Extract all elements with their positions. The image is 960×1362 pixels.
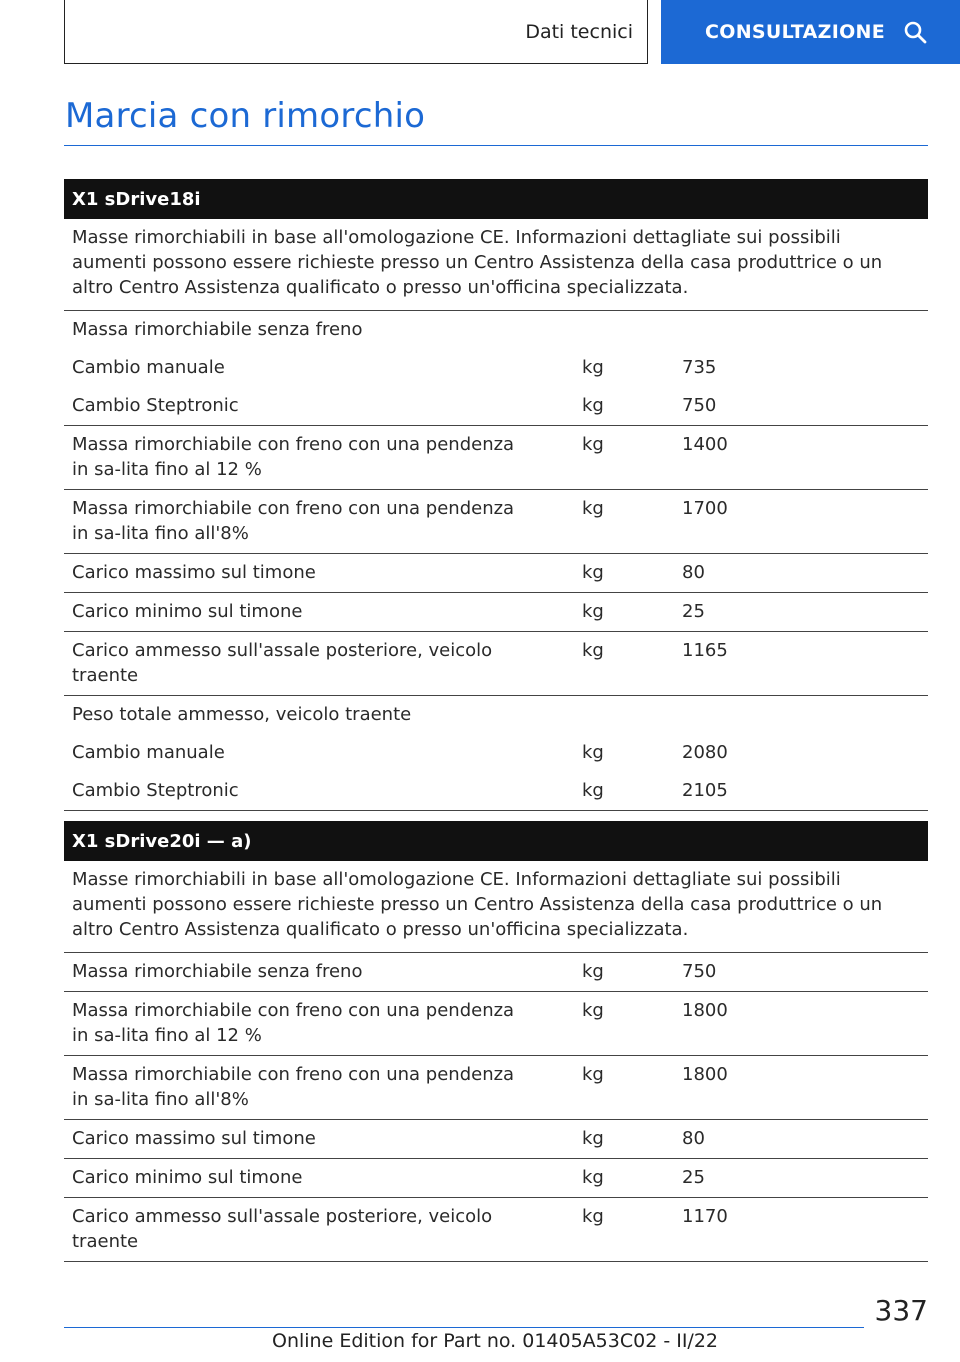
row-value: 1800	[682, 1000, 728, 1021]
table-row	[64, 992, 928, 1056]
page-title: Marcia con rimorchio	[65, 96, 426, 136]
row-value: 80	[682, 562, 705, 583]
row-value: 2080	[682, 742, 728, 763]
row-label: Peso totale ammesso, veicolo traente	[72, 704, 412, 725]
row-label: Carico minimo sul timone	[72, 601, 303, 622]
spec-section-sdrive18i	[64, 179, 928, 811]
table-row	[64, 696, 928, 734]
row-unit: kg	[582, 1128, 604, 1149]
row-label: Carico massimo sul timone	[72, 1128, 316, 1149]
section-heading: X1 sDrive20i — a)	[64, 821, 928, 861]
table-row	[64, 772, 928, 811]
table-row	[64, 734, 928, 772]
table-row	[64, 953, 928, 992]
row-unit: kg	[582, 1064, 604, 1085]
row-label: Cambio manuale	[72, 742, 225, 763]
row-unit: kg	[582, 395, 604, 416]
row-unit: kg	[582, 780, 604, 801]
row-unit: kg	[582, 1000, 604, 1021]
spec-section-sdrive20i	[64, 821, 928, 1262]
row-label: Massa rimorchiabile senza freno	[72, 961, 363, 982]
row-unit	[540, 317, 670, 342]
row-unit: kg	[582, 961, 604, 982]
row-label: Carico ammesso sull'assale posteriore, veicolo traente	[72, 640, 493, 686]
row-value: 1170	[682, 1206, 728, 1227]
header-section-label-box	[64, 0, 648, 64]
row-label: Cambio Steptronic	[72, 780, 239, 801]
footer-divider	[64, 1327, 864, 1328]
row-label: Massa rimorchiabile con freno con una pendenza in sa-lita fino all'8%	[72, 498, 515, 544]
row-label: Massa rimorchiabile con freno con una pendenza in sa-lita fino al 12 %	[72, 1000, 515, 1046]
row-unit	[540, 702, 670, 727]
row-value: 25	[682, 1167, 705, 1188]
row-value	[670, 702, 928, 727]
row-label: Cambio manuale	[72, 357, 225, 378]
row-unit: kg	[582, 562, 604, 583]
row-unit: kg	[582, 601, 604, 622]
row-label: Carico ammesso sull'assale posteriore, veicolo traente	[72, 1206, 493, 1252]
table-row	[64, 387, 928, 426]
table-row	[64, 593, 928, 632]
row-unit: kg	[582, 640, 604, 661]
table-row	[64, 1120, 928, 1159]
row-unit: kg	[582, 1167, 604, 1188]
row-unit: kg	[582, 1206, 604, 1227]
table-row	[64, 490, 928, 554]
row-value: 750	[682, 395, 717, 416]
title-divider	[64, 145, 928, 146]
row-label: Massa rimorchiabile con freno con una pendenza in sa-lita fino all'8%	[72, 1064, 515, 1110]
table-row	[64, 632, 928, 696]
section-intro: Masse rimorchiabili in base all'omologazione CE. Informazioni dettagliate sui possibili aumenti possono essere richieste presso un Centro Assistenza della casa produttrice o un altro Centro Assistenza qualificato o presso un'officina specializzata.	[64, 219, 928, 311]
row-value: 1400	[682, 434, 728, 455]
row-value: 1700	[682, 498, 728, 519]
search-icon	[903, 20, 927, 44]
page-number: 337	[874, 1294, 928, 1327]
row-label: Carico minimo sul timone	[72, 1167, 303, 1188]
consultazione-tab-label: CONSULTAZIONE	[705, 21, 886, 43]
consultazione-tab[interactable]	[661, 0, 960, 64]
table-row	[64, 311, 928, 349]
row-label: Carico massimo sul timone	[72, 562, 316, 583]
section-heading: X1 sDrive18i	[64, 179, 928, 219]
header-section-label: Dati tecnici	[525, 20, 633, 43]
row-value: 750	[682, 961, 717, 982]
section-intro: Masse rimorchiabili in base all'omologazione CE. Informazioni dettagliate sui possibili aumenti possono essere richieste presso un Centro Assistenza della casa produttrice o un altro Centro Assistenza qualificato o presso un'officina specializzata.	[64, 861, 928, 953]
row-unit: kg	[582, 742, 604, 763]
row-value: 80	[682, 1128, 705, 1149]
row-value: 735	[682, 357, 717, 378]
row-value: 25	[682, 601, 705, 622]
table-row	[64, 1198, 928, 1262]
table-row	[64, 1159, 928, 1198]
row-value: 1800	[682, 1064, 728, 1085]
table-row	[64, 349, 928, 387]
row-unit: kg	[582, 498, 604, 519]
row-label: Cambio Steptronic	[72, 395, 239, 416]
row-label: Massa rimorchiabile con freno con una pendenza in sa-lita fino al 12 %	[72, 434, 515, 480]
table-row	[64, 554, 928, 593]
row-unit: kg	[582, 434, 604, 455]
table-row	[64, 426, 928, 490]
row-unit: kg	[582, 357, 604, 378]
row-value	[670, 317, 928, 342]
footer-edition: Online Edition for Part no. 01405A53C02 - II/22	[272, 1330, 719, 1352]
row-value: 2105	[682, 780, 728, 801]
table-row	[64, 1056, 928, 1120]
row-value: 1165	[682, 640, 728, 661]
row-label: Massa rimorchiabile senza freno	[72, 319, 363, 340]
